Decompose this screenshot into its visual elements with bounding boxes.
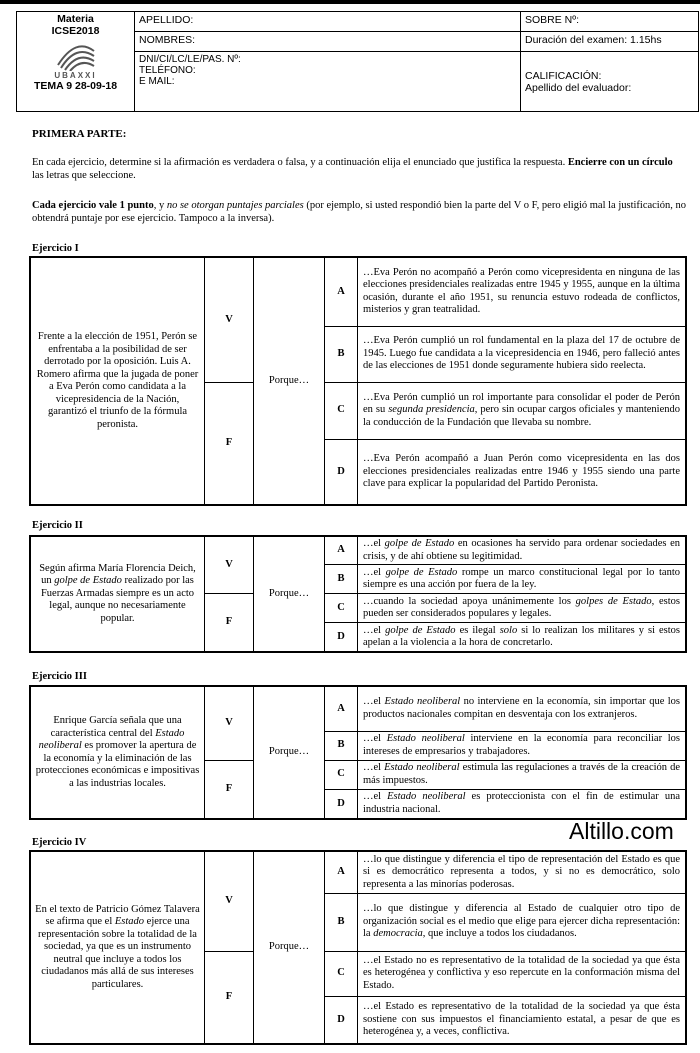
apellido-field[interactable]: APELLIDO: <box>135 12 521 32</box>
instructions-2-b: (por ejemplo, si usted respondió bien la parte del V o F, pero eligió mal la justificación, no obtendrá puntaje por ese ejercicio. Tampoco a la inversa). <box>32 200 686 224</box>
option-f[interactable]: F <box>205 760 254 819</box>
option-v[interactable]: V <box>205 686 254 760</box>
porque-label: Porque… <box>254 851 325 1044</box>
ejercicio-4-question: En el texto de Patricio Gómez Talavera se afirma que el Estado ejerce una representación sobre la totalidad de la sociedad, ya que es un instrumento neutral que incluye a todos los ciudadanos más allá de sus intereses particulares. <box>30 851 205 1044</box>
tema-label: TEMA 9 28-09-18 <box>33 80 118 92</box>
option-a[interactable]: A <box>325 257 358 326</box>
option-b[interactable]: B <box>325 893 358 951</box>
porque-label: Porque… <box>254 536 325 652</box>
option-b[interactable]: B <box>325 731 358 760</box>
option-c[interactable]: C <box>325 594 358 623</box>
ejercicio-3-table <box>29 685 687 820</box>
ejercicio-2-option-d: …el golpe de Estado es ilegal solo si lo realizan los militares y si estos apelan a la violencia a la hora de concretarlo. <box>358 623 687 653</box>
ejercicio-3-option-c: …el Estado neoliberal estimula las regulaciones a través de la creación de más impuestos. <box>358 760 687 789</box>
ejercicio-4-title: Ejercicio IV <box>32 837 87 848</box>
option-v[interactable]: V <box>205 536 254 594</box>
duracion-label: Duración del examen: 1.15hs <box>521 32 699 52</box>
watermark: Altillo.com <box>569 818 674 844</box>
option-f[interactable]: F <box>205 594 254 653</box>
instructions-1-rest: las letras que seleccione. <box>32 170 136 181</box>
ejercicio-2-option-a: …el golpe de Estado en ocasiones ha servido para ordenar sociedades en crisis, y de ahí obtiene su legitimidad. <box>358 536 687 565</box>
instructions-1-bold: Encierre con un círculo <box>567 157 673 168</box>
ejercicio-1-title: Ejercicio I <box>32 243 79 254</box>
logo-text: UBAXXI <box>54 71 97 80</box>
ejercicio-1-option-b: …Eva Perón cumplió un rol fundamental en la plaza del 17 de octubre de 1945. Luego fue candidata a la vicepresidencia en 1946, pero falleció antes de las elecciones de 1951 donde seguramente hubiera sido reelecta. <box>358 326 687 382</box>
ejercicio-4-option-c: …el Estado no es representativo de la totalidad de la sociedad ya que ésta es heterogénea y conflictiva y eso repercute en la conformación misma del Estado. <box>358 951 687 996</box>
option-v[interactable]: V <box>205 851 254 951</box>
ejercicio-3-option-d: …el Estado neoliberal es proteccionista con el fin de estimular una industria nacional. <box>358 789 687 819</box>
ejercicio-4-option-b: …lo que distingue y diferencia al Estado de cualquier otro tipo de organización social es el medio que elige para ejercer dicha representación: la democracia, que incluye a todos los ciudadanos. <box>358 893 687 951</box>
telefono-label: TELÉFONO: <box>139 65 196 76</box>
ejercicio-1-option-a: …Eva Perón no acompañó a Perón como vicepresidenta en ninguna de las elecciones presidenciales realizadas entre 1945 y 1955, aunque en la última ocasión, durante el año 1951, su renuncia estuvo rodeada de conflictos, misterios y gran teatralidad. <box>358 257 687 326</box>
option-d[interactable]: D <box>325 789 358 819</box>
option-a[interactable]: A <box>325 851 358 893</box>
email-label: E MAIL: <box>139 76 175 87</box>
evaluador-label: Apellido del evaluador: <box>525 81 632 94</box>
ejercicio-2-option-b: …el golpe de Estado rompe un marco constitucional legal por lo tanto siempre es una acción por fuera de la ley. <box>358 565 687 594</box>
ejercicio-2-question: Según afirma María Florencia Deich, un golpe de Estado realizado por las Fuerzas Armadas siempre es un acto legal, aunque no necesariamente popular. <box>30 536 205 652</box>
ejercicio-1-question: Frente a la elección de 1951, Perón se enfrentaba a la posibilidad de ser derrotado por la oposición. Luis A. Romero afirma que la jugada de poner a Eva Perón como candidata a la vicepresidencia de la Nación, garantizó el triunfo de la fórmula peronista. <box>30 257 205 505</box>
logo-cell <box>17 12 135 112</box>
ejercicio-3-option-b: …el Estado neoliberal interviene en la economía para reconciliar los intereses de empresarios y trabajadores. <box>358 731 687 760</box>
option-d[interactable]: D <box>325 439 358 505</box>
ejercicio-4-option-d: …el Estado es representativo de la totalidad de la sociedad ya que ésta sostiene con sus impuestos el financiamiento estatal, a pesar de que es heterogénea y, a veces, conflictiva. <box>358 996 687 1044</box>
calificacion-label: CALIFICACIÓN: <box>525 69 602 82</box>
option-b[interactable]: B <box>325 565 358 594</box>
instructions-2-bold: Cada ejercicio vale 1 punto <box>32 200 154 211</box>
dni-label: DNI/CI/LC/LE/PAS. Nº: <box>139 54 241 65</box>
section-title: PRIMERA PARTE: <box>32 128 127 140</box>
option-c[interactable]: C <box>325 760 358 789</box>
option-a[interactable]: A <box>325 686 358 731</box>
contact-field[interactable] <box>135 52 521 112</box>
option-a[interactable]: A <box>325 536 358 565</box>
ejercicio-2-title: Ejercicio II <box>32 520 83 531</box>
option-b[interactable]: B <box>325 326 358 382</box>
ejercicio-2-option-c: …cuando la sociedad apoya unánimemente los golpes de Estado, estos pueden ser considerados populares y legales. <box>358 594 687 623</box>
course-code: ICSE2018 <box>51 25 100 37</box>
instructions-2-italic: no se otorgan puntajes parciales <box>166 200 304 211</box>
top-border <box>0 0 700 4</box>
option-c[interactable]: C <box>325 951 358 996</box>
ubaxxi-logo-icon <box>54 41 98 71</box>
ejercicio-4-table <box>29 850 687 1045</box>
ejercicio-3-question: Enrique García señala que una característica central del Estado neoliberal es promover la apertura de la economía y la eliminación de las protecciones económicas e impositivas a las industrias locales. <box>30 686 205 819</box>
ejercicio-3-title: Ejercicio III <box>32 671 87 682</box>
materia-label: Materia <box>57 13 94 25</box>
ejercicio-2-table <box>29 535 687 653</box>
option-f[interactable]: F <box>205 951 254 1044</box>
ejercicio-3-option-a: …el Estado neoliberal no interviene en la economía, sin importar que los productos nacionales compitan en desventaja con los extranjeros. <box>358 686 687 731</box>
instructions-1-text: En cada ejercicio, determine si la afirmación es verdadera o falsa, y a continuación elija el enunciado que justifica la respuesta. <box>32 157 566 168</box>
instructions-2-a: , y <box>153 200 167 211</box>
calificacion-field[interactable] <box>521 52 699 112</box>
exam-header <box>16 11 699 112</box>
porque-label: Porque… <box>254 686 325 819</box>
sobre-field[interactable]: SOBRE Nº: <box>521 12 699 32</box>
ejercicio-1-option-d: …Eva Perón acompañó a Juan Perón como vicepresidenta en las dos elecciones presidenciales realizadas entre 1946 y 1955 siendo una parte clave para explicar la popularidad del Partido Peronista. <box>358 439 687 505</box>
ejercicio-1-table <box>29 256 687 506</box>
option-v[interactable]: V <box>205 257 254 382</box>
instructions-1 <box>32 156 687 182</box>
option-d[interactable]: D <box>325 623 358 653</box>
ejercicio-4-option-a: …lo que distingue y diferencia el tipo de representación del Estado es que si es democrático representa a todos, y si no es democrático, solo representa a las minorías poderosas. <box>358 851 687 893</box>
porque-label: Porque… <box>254 257 325 505</box>
option-c[interactable]: C <box>325 382 358 439</box>
option-f[interactable]: F <box>205 382 254 505</box>
nombres-field[interactable]: NOMBRES: <box>135 32 521 52</box>
ejercicio-1-option-c: …Eva Perón cumplió un rol importante para consolidar el poder de Perón en su segunda presidencia, pero sin ocupar cargos oficiales y manteniendo la conducción de la Fundación que llevaba su nombre. <box>358 382 687 439</box>
option-d[interactable]: D <box>325 996 358 1044</box>
instructions-2 <box>32 199 687 225</box>
